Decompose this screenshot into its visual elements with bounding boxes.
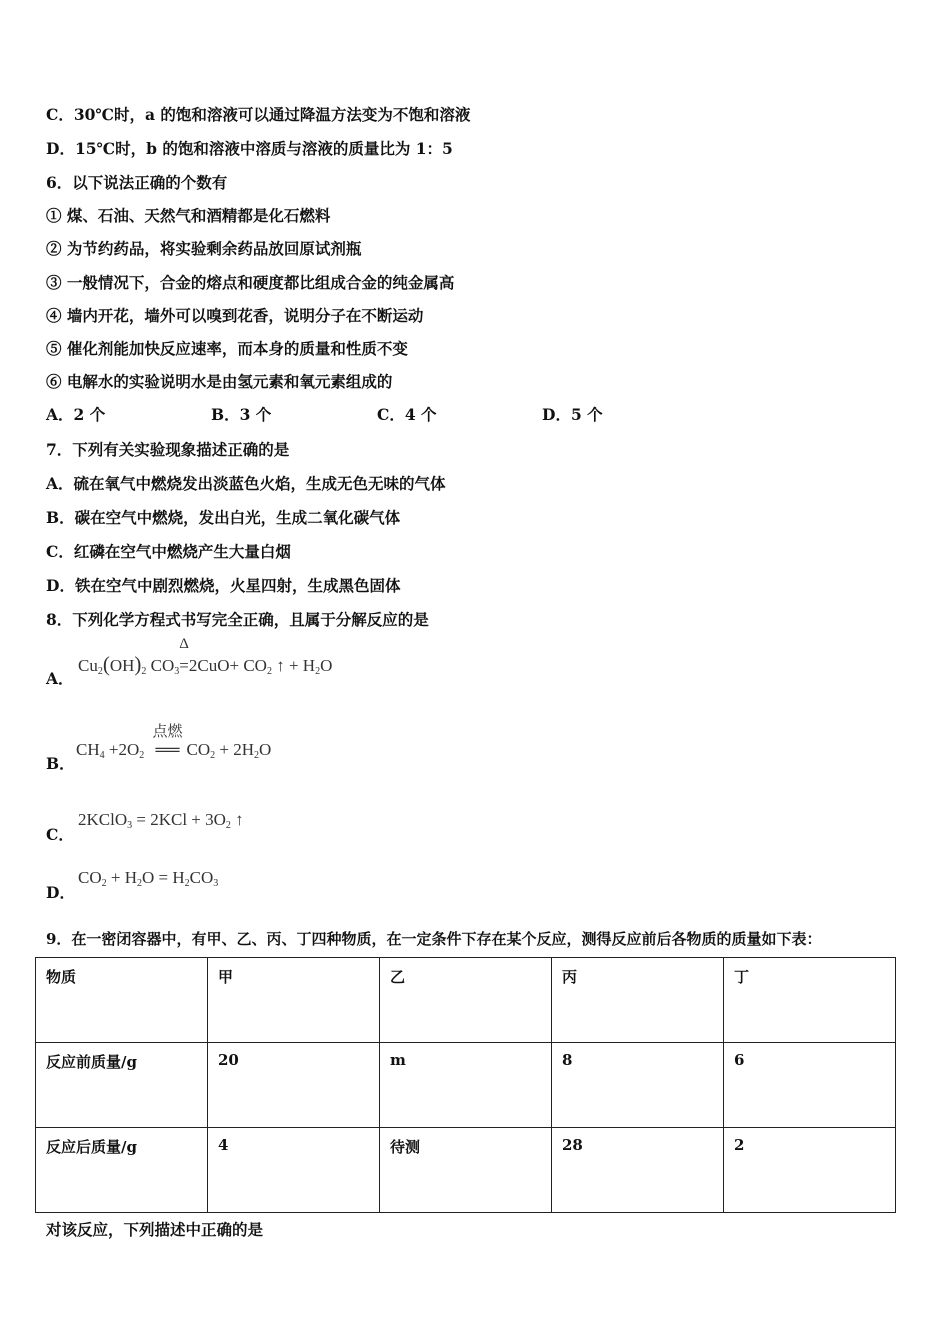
q6-option-c[interactable]: C．4 个 — [377, 405, 437, 424]
table-cell: 2 — [724, 1128, 896, 1213]
table-cell: 反应后质量/g — [36, 1128, 208, 1213]
q7-option-c[interactable]: C．红磷在空气中燃烧产生大量白烟 — [46, 542, 291, 561]
q8-label-c[interactable]: C． — [46, 825, 74, 844]
q8-formula-c: 2KClO$_3$ = $2KCl + 3O_2$ ↑ — [78, 810, 244, 831]
mass-table — [35, 957, 896, 1213]
question-8: 8．下列化学方程式书写完全正确，且属于分解反应的是 — [46, 610, 429, 629]
q6-option-d[interactable]: D．5 个 — [542, 405, 603, 424]
q8-label-a[interactable]: A． — [46, 669, 74, 688]
table-cell: m — [380, 1043, 552, 1128]
statement-3: ③ 一般情况下，合金的熔点和硬度都比组成合金的纯金属高 — [46, 273, 455, 292]
q8-label-d[interactable]: D． — [46, 883, 75, 902]
q8-formula-d: $CO_2 + H_2O = H_2CO_3$ — [78, 868, 219, 889]
table-cell: 乙 — [380, 958, 552, 1043]
question-6: 6．以下说法正确的个数有 — [46, 173, 228, 192]
q7-option-a[interactable]: A．硫在氧气中燃烧发出淡蓝色火焰，生成无色无味的气体 — [46, 474, 446, 493]
table-cell: 4 — [208, 1128, 380, 1213]
table-cell: 丁 — [724, 958, 896, 1043]
q8-formula-b: $CH_4 +2O_2$ ══ 点燃 $CO_2 + 2H_2O$ — [76, 740, 271, 761]
statement-2: ② 为节约药品，将实验剩余药品放回原试剂瓶 — [46, 239, 362, 258]
q7-option-b[interactable]: B．碳在空气中燃烧，发出白光，生成二氧化碳气体 — [46, 508, 401, 527]
q6-option-a[interactable]: A．2 个 — [46, 405, 106, 424]
table-cell: 28 — [552, 1128, 724, 1213]
statement-6: ⑥ 电解水的实验说明水是由氢元素和氧元素组成的 — [46, 372, 393, 391]
table-cell: 甲 — [208, 958, 380, 1043]
option-d-q5: D．15℃时，b 的饱和溶液中溶质与溶液的质量比为 1：5 — [46, 139, 453, 158]
table-row — [36, 1043, 896, 1128]
table-cell: 丙 — [552, 958, 724, 1043]
table-cell: 物质 — [36, 958, 208, 1043]
table-cell: 待测 — [380, 1128, 552, 1213]
q6-option-b[interactable]: B．3 个 — [211, 405, 272, 424]
question-9-prompt: 对该反应，下列描述中正确的是 — [46, 1220, 264, 1239]
q8-formula-a: $Cu_2(OH)_2$ $CO_3=$ Δ $2CuO+ CO_2$ ↑ + $H_2O$ — [78, 636, 333, 677]
question-7: 7．下列有关实验现象描述正确的是 — [46, 440, 290, 459]
table-cell: 反应前质量/g — [36, 1043, 208, 1128]
table-cell: 6 — [724, 1043, 896, 1128]
ignite-condition: 点燃 — [152, 724, 183, 740]
statement-5: ⑤ 催化剂能加快反应速率，而本身的质量和性质不变 — [46, 339, 408, 358]
question-9: 9．在一密闭容器中，有甲、乙、丙、丁四种物质，在一定条件下存在某个反应，测得反应前后各物质的质量如下表： — [46, 930, 822, 948]
table-cell: 20 — [208, 1043, 380, 1128]
statement-4: ④ 墙内开花，墙外可以嗅到花香，说明分子在不断运动 — [46, 306, 424, 325]
table-row — [36, 1128, 896, 1213]
heat-symbol: Δ — [179, 636, 189, 652]
statement-1: ① 煤、石油、天然气和酒精都是化石燃料 — [46, 206, 331, 225]
q8-label-b[interactable]: B． — [46, 754, 75, 773]
q7-option-d[interactable]: D．铁在空气中剧烈燃烧，火星四射，生成黑色固体 — [46, 576, 401, 595]
table-cell: 8 — [552, 1043, 724, 1128]
table-header-row — [36, 958, 896, 1043]
option-c-q5: C．30℃时，a 的饱和溶液可以通过降温方法变为不饱和溶液 — [46, 105, 471, 124]
